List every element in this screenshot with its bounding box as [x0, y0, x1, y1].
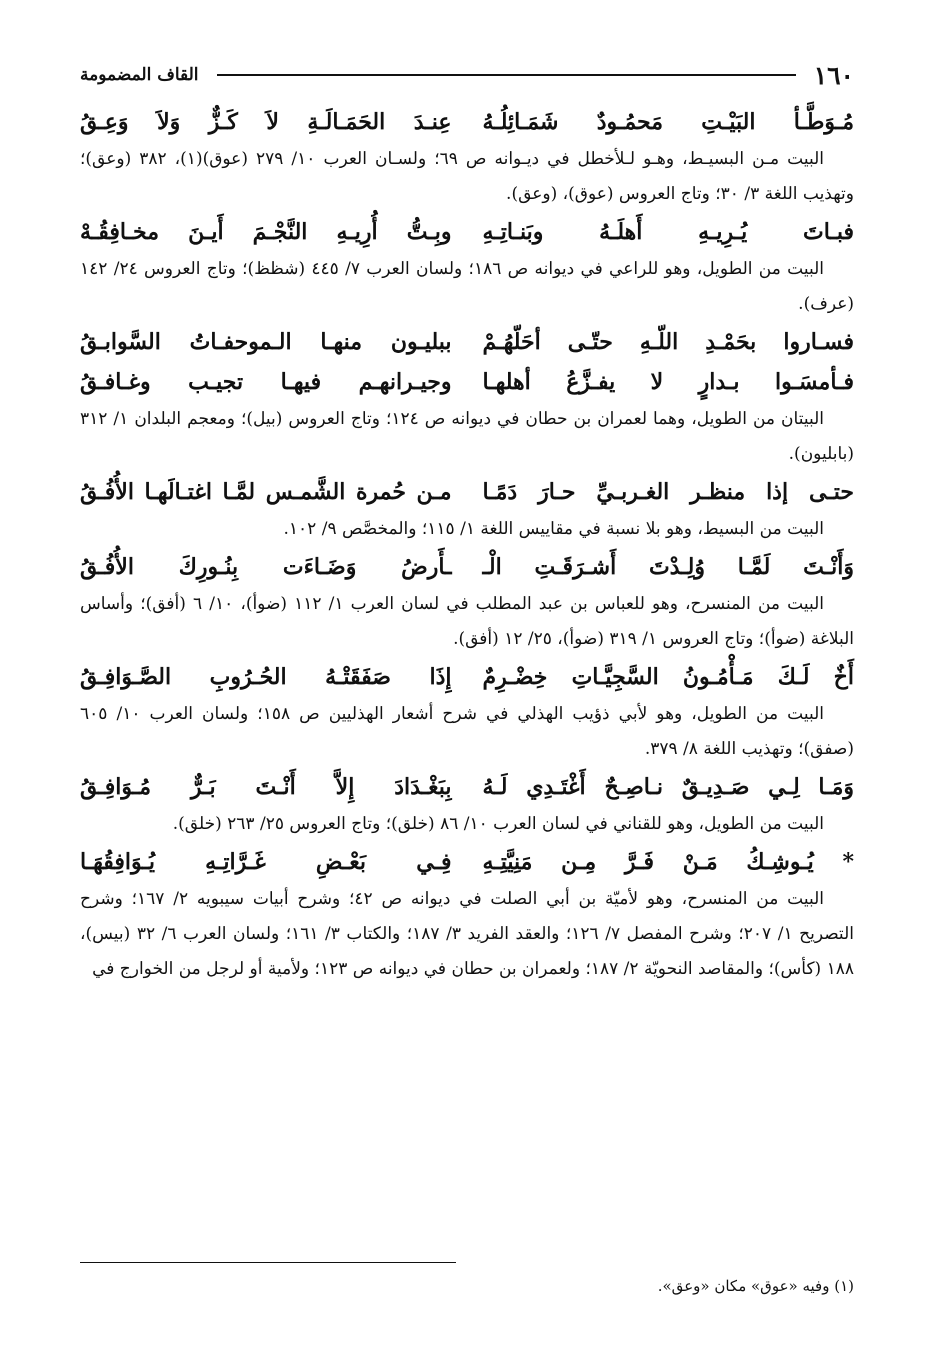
- verse-first-hemistich: فسـاروا بحَمْـدِ اللّـهِ حتّـى أحَلّهُـمْ: [482, 329, 854, 355]
- verse-line: [80, 362, 854, 402]
- verse-line: [80, 472, 854, 512]
- page-number: ١٦٠: [813, 60, 854, 90]
- verse-line: [80, 767, 854, 807]
- verse-first-hemistich: فبـاتَ يُـرِيـهِ أَهلَـهُ وبَنـاتِـهِ: [482, 219, 854, 245]
- verse-first-hemistich: حتـى إذا منظـر الغـربـيِّ حـارَ دَمًـا: [482, 479, 854, 505]
- entry-8: [80, 842, 854, 987]
- verse-second-hemistich: عِنـدَ الحَمَـالَـةِ لاَ كَـزٌّ وَلاَ وَعِـقُ: [80, 109, 452, 135]
- entry-4: [80, 472, 854, 547]
- verse-commentary: البيت من المنسرح، وهو للعباس بن عبد المطلب في لسان العرب ١/ ١١٢ (ضوأ)، ١٠/ ٦ (أفق)؛ وأساس البلاغة (ضوأ)؛ وتاج العروس ١/ ٣١٩ (ضوأ)، ٢٥/ ١٢ (أفق).: [80, 594, 854, 649]
- entry-5: [80, 547, 854, 657]
- verse-second-hemistich: ـأَرضُ وَضَـاءَت بِنُـورِكَ الأُفُـقُ: [80, 554, 452, 580]
- entry-7: [80, 767, 854, 842]
- verse-second-hemistich: وبِـتُّ أُرِيـهِ النَّجْـمَ أَيـنَ مخـافِقُـهْ: [80, 219, 452, 245]
- verse-second-hemistich: ببليـون منهـا الـموحفـاتُ السَّوابـقُ: [80, 329, 452, 355]
- verse-commentary: البيت مـن البسيـط، وهـو لـلأخطل في ديـوانه ص ٦٩؛ ولسـان العرب ١٠/ ٢٧٩ (عوق)(١)، ٣٨٢ (وعق)؛ وتهذيب اللغة ٣/ ٣٠؛ وتاج العروس (عوق)، (وعق).: [80, 149, 854, 204]
- entry-6: [80, 657, 854, 767]
- verse-first-hemistich: مُـوَطَّـأ البَيْـتِ مَحمُـودٌ شَمَـائِلُـهُ: [482, 109, 854, 135]
- verse-commentary: البيت من المنسرح، وهو لأميّة بن أبي الصلت في ديوانه ص ٤٢؛ وشرح أبيات سيبويه ٢/ ١٦٧؛ وشرح التصريح ١/ ٢٠٧؛ وشرح المفصل ٧/ ١٢٦؛ والعقد الفريد ٣/ ١٨٧؛ والكتاب ٣/ ١٦١؛ ولسان العرب ٦/ ٣٢ (بيس)، ١٨٨ (كأس)؛ والمقاصد النحويّة ٢/ ١٨٧؛ ولعمران بن حطان في ديوانه ص ١٢٣؛ ولأمية أو لرجل من الخوارج في: [80, 889, 854, 979]
- footnote: (١) وفيه «عوق» مكان «وعق».: [657, 1277, 854, 1295]
- page-body: [80, 58, 854, 987]
- verse-first-hemistich: وَأَنْـتَ لَمَّـا وُلِـدْتَ أَشـرَقَـتِ الْـ: [482, 554, 854, 580]
- verse-line: [80, 212, 854, 252]
- verse-second-hemistich: فِـي بَعْـضِ غَـرَّاتِـهِ يُـوَافِقُهَـا: [80, 849, 452, 875]
- verse-commentary: البيت من البسيط، وهو بلا نسبة في مقاييس اللغة ١/ ١١٥؛ والمخصَّص ٩/ ١٠٢.: [283, 519, 824, 539]
- running-header: [80, 58, 854, 92]
- verse-line: [80, 842, 854, 882]
- verse-first-hemistich: أَخٌ لَـكَ مَـأْمُـونُ السَّجِيَّـاتِ خِضْـرِمٌ: [482, 664, 854, 690]
- verse-commentary: البيت من الطويل، وهو للقناني في لسان العرب ١٠/ ٨٦ (خلق)؛ وتاج العروس ٢٥/ ٢٦٣ (خلق).: [172, 814, 824, 834]
- verse-line: [80, 657, 854, 697]
- verse-commentary: البيت من الطويل، وهو للراعي في ديوانه ص ١٨٦؛ ولسان العرب ٧/ ٤٤٥ (شظظ)؛ وتاج العروس ٢٤/ ١٤٢ (عرف).: [80, 259, 854, 314]
- chapter-title: القاف المضمومة: [80, 65, 199, 85]
- verse-line: [80, 322, 854, 362]
- entry-2: [80, 212, 854, 322]
- entry-3: [80, 322, 854, 472]
- header-rule: [217, 74, 796, 76]
- verse-first-hemistich: فـأمسَـوا بـدارٍ لا يفـزَّعُ أهلهـا: [482, 369, 854, 395]
- verse-second-hemistich: إِذَا صَفَقَتْـهُ الحُـرُوبِ الصَّـوَافِـقُ: [80, 664, 452, 690]
- verse-line: [80, 102, 854, 142]
- verse-first-hemistich: * يُـوشِـكُ مَـنْ فَـرَّ مِـن مَنِيَّتِـهِ: [482, 849, 854, 875]
- verse-second-hemistich: بِبَغْـدَادَ إِلاَّ أَنْـتَ بَـرٌّ مُـوَافِـقُ: [80, 774, 452, 800]
- verse-line: [80, 547, 854, 587]
- verse-second-hemistich: وجيـرانهـم فيهـا تجيـب وغـافـقُ: [80, 369, 452, 395]
- verse-commentary: البيت من الطويل، وهو لأبي ذؤيب الهذلي في شرح أشعار الهذليين ص ١٥٨؛ ولسان العرب ١٠/ ٦٠٥ (صفق)؛ وتهذيب اللغة ٨/ ٣٧٩.: [80, 704, 854, 759]
- verse-commentary: البيتان من الطويل، وهما لعمران بن حطان في ديوانه ص ١٢٤؛ وتاج العروس (بيل)؛ ومعجم البلدان ١/ ٣١٢ (بابليون).: [80, 409, 854, 464]
- verse-second-hemistich: مـن حُمرة الشَّمـس لمَّـا اغتـالَهـا الأُفُـقُ: [80, 479, 452, 505]
- verse-first-hemistich: وَمَـا لِـي صَـدِيـقٌ نـاصِـحٌ أَغْتَـدِي لَـهُ: [482, 774, 854, 800]
- entry-1: [80, 102, 854, 212]
- footnote-rule: [80, 1262, 456, 1263]
